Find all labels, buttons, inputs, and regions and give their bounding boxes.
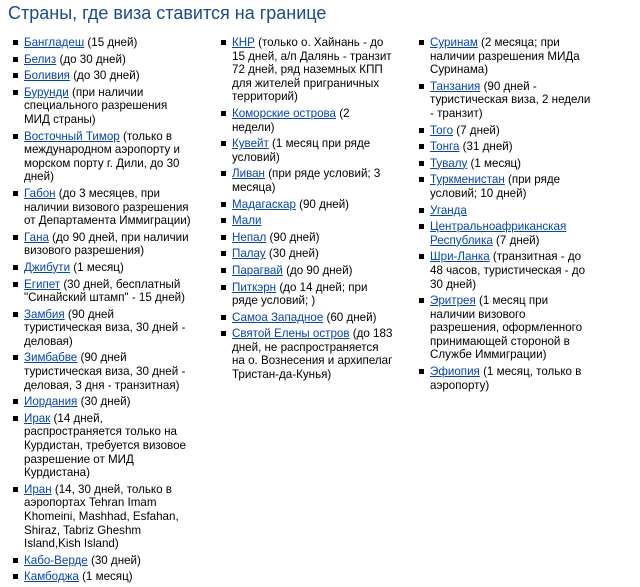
bullet-icon (419, 224, 424, 229)
country-link[interactable]: Бангладеш (24, 36, 85, 49)
visa-note: (только в международном аэропорту и морском порту г. Дили, до 30 дней) (24, 129, 181, 184)
visa-note: (30 дней) (87, 553, 141, 567)
country-link[interactable]: Камбоджа (24, 570, 79, 584)
list-item (416, 80, 596, 121)
country-link[interactable]: Эфиопия (430, 365, 480, 379)
bullet-icon (419, 298, 424, 303)
bullet-icon (221, 235, 226, 240)
bullet-icon (419, 254, 424, 259)
visa-note: (1 месяц) (467, 156, 522, 170)
visa-note: (30 дней) (265, 247, 319, 261)
list-item (218, 214, 393, 228)
bullet-icon (13, 57, 18, 62)
list-item (416, 173, 596, 200)
list-item (10, 412, 195, 480)
list-item (10, 130, 195, 184)
visa-note: (до 14 дней; при ряде условий; ) (232, 280, 368, 308)
country-link[interactable]: Тонга (430, 140, 460, 154)
visa-note: (до 3 месяцев, при наличии визового разрешения от Департамента Иммиграции) (24, 186, 191, 228)
bullet-icon (13, 90, 18, 95)
country-link[interactable]: Кувейт (232, 137, 269, 151)
bullet-icon (419, 40, 424, 45)
country-link[interactable]: Кабо-Верде (24, 553, 88, 567)
list-item (218, 198, 393, 212)
bullet-icon (221, 171, 226, 176)
list-item (416, 365, 596, 392)
list-item (10, 570, 195, 584)
bullet-icon (13, 73, 18, 78)
list-item (10, 261, 195, 275)
visa-note: (14, 30 дней, только в аэропортах Tehran Imam Khomeini, Mashhad, Esfahan, Shiraz, Tabriz Gheshm Island,Kish Island) (24, 482, 179, 551)
list-item (10, 53, 195, 67)
country-link[interactable]: Тувалу (430, 156, 468, 170)
bullet-icon (419, 208, 424, 213)
country-link[interactable]: Белиз (24, 52, 57, 66)
country-link[interactable]: Боливия (24, 69, 70, 83)
list-item (218, 247, 393, 261)
country-link[interactable]: Гана (24, 230, 49, 244)
visa-note: (30 дней) (77, 395, 131, 409)
country-link[interactable]: Эритрея (430, 294, 476, 308)
bullet-icon (419, 128, 424, 133)
list-item (416, 250, 596, 291)
list-item (10, 554, 195, 568)
country-link[interactable]: КНР (232, 36, 255, 49)
list-item (416, 140, 596, 154)
visa-note: (1 месяц) (78, 570, 133, 584)
country-list-column-3 (416, 36, 596, 395)
visa-note: (1 месяц при наличии визового разрешения, оформленного принимающей стороной в Службе Иммиграции) (430, 294, 583, 362)
country-link[interactable]: Мадагаскар (232, 197, 296, 211)
country-link[interactable]: Святой Елены остров (232, 327, 350, 341)
bullet-icon (419, 161, 424, 166)
visa-note: (до 90 дней, при наличии визового разрешения) (24, 230, 189, 258)
bullet-icon (221, 251, 226, 256)
country-link[interactable]: Бурунди (24, 85, 69, 99)
list-item (218, 231, 393, 245)
bullet-icon (13, 487, 18, 492)
visa-note: (7 дней) (453, 123, 500, 137)
bullet-icon (13, 312, 18, 317)
bullet-icon (13, 416, 18, 421)
country-link[interactable]: Центральноафриканская Республика (430, 220, 567, 247)
country-link[interactable]: Восточный Тимор (24, 129, 120, 143)
country-link[interactable]: Непал (232, 230, 267, 244)
list-item (416, 294, 596, 362)
list-item (218, 107, 393, 134)
bullet-icon (221, 111, 226, 116)
page-title: Страны, где виза ставится на границе (8, 3, 327, 23)
list-item (218, 36, 393, 104)
list-item (10, 231, 195, 258)
country-link[interactable]: Джибути (24, 260, 71, 274)
bullet-icon (13, 574, 18, 579)
list-item (10, 69, 195, 83)
country-link[interactable]: Того (430, 123, 454, 137)
country-link[interactable]: Зимбабве (24, 351, 78, 365)
visa-note: (транзитная - до 48 часов, туристическая - до 30 дней) (430, 250, 586, 291)
visa-note: (31 дней) (459, 140, 513, 154)
country-link[interactable]: Суринам (430, 36, 478, 49)
visa-note: (1 месяц при ряде условий) (232, 137, 371, 164)
country-link[interactable]: Самоа Западное (232, 310, 324, 324)
visa-note: (2 недели) (232, 106, 350, 134)
country-link[interactable]: Шри-Ланка (430, 250, 490, 264)
list-item (416, 204, 596, 218)
bullet-icon (13, 191, 18, 196)
visa-note: (при ряде условий; 3 месяца) (232, 167, 381, 194)
visa-note: (90 дней туристическая виза, 30 дней - деловая) (24, 307, 186, 348)
visa-note: (90 дней) (295, 197, 350, 211)
bullet-icon (13, 40, 18, 45)
country-link[interactable]: Мали (232, 214, 262, 228)
country-link[interactable]: Уганда (430, 203, 467, 217)
bullet-icon (419, 84, 424, 89)
list-item (10, 278, 195, 305)
visa-note: (до 183 дней, не распространяется на о. Вознесения и архипелаг Тристан-да-Кунья) (232, 327, 393, 382)
bullet-icon (13, 265, 18, 270)
bullet-icon (13, 282, 18, 287)
visa-note: (30 дней, бесплатный "Синайский штамп" - 15 дней) (24, 277, 185, 305)
bullet-icon (13, 558, 18, 563)
list-item (218, 264, 393, 278)
visa-note: (90 дней - туристическая виза, 2 недели - транзит) (430, 79, 591, 120)
country-link[interactable]: Египет (24, 277, 61, 291)
country-link[interactable]: Замбия (24, 307, 65, 321)
list-item (10, 483, 195, 551)
bullet-icon (221, 285, 226, 290)
list-item (10, 395, 195, 409)
bullet-icon (419, 144, 424, 149)
country-link[interactable]: Иран (24, 482, 52, 496)
list-item (10, 86, 195, 127)
country-link[interactable]: Питкэрн (232, 280, 277, 294)
bullet-icon (13, 235, 18, 240)
list-item (218, 281, 393, 308)
visa-note: (до 30 дней) (56, 52, 126, 66)
country-list-column-1 (10, 36, 195, 587)
list-item (218, 137, 393, 164)
country-link[interactable]: Коморские острова (232, 106, 337, 120)
bullet-icon (221, 268, 226, 273)
bullet-icon (221, 218, 226, 223)
bullet-icon (419, 369, 424, 374)
country-link[interactable]: Туркменистан (430, 173, 505, 187)
country-list-column-2 (218, 36, 393, 385)
visa-note: (до 30 дней) (69, 69, 140, 83)
country-link[interactable]: Габон (24, 186, 56, 200)
list-item (218, 311, 393, 325)
visa-note: (1 месяц, только в аэропорту) (430, 365, 582, 392)
list-item (218, 167, 393, 194)
country-link[interactable]: Танзания (430, 79, 481, 93)
bullet-icon (221, 331, 226, 336)
list-item (416, 157, 596, 171)
bullet-icon (419, 177, 424, 182)
visa-note: (90 дней) (266, 230, 320, 244)
bullet-icon (13, 355, 18, 360)
visa-note: (при наличии специального разрешения МИД страны) (24, 85, 168, 126)
list-item (416, 124, 596, 138)
visa-note: (при ряде условий; 10 дней) (430, 173, 561, 200)
visa-note: (90 дней туристическая виза, 30 дней - деловая, 3 дня - транзитная) (24, 351, 186, 392)
list-item (10, 187, 195, 228)
visa-note: (60 дней) (323, 310, 377, 324)
list-item (416, 220, 596, 247)
bullet-icon (221, 141, 226, 146)
list-item (10, 351, 195, 392)
country-link[interactable]: Палау (232, 247, 266, 261)
visa-note: (1 месяц) (70, 260, 124, 274)
bullet-icon (221, 40, 226, 45)
visa-note: (до 90 дней) (282, 263, 353, 277)
visa-note: (14 дней, распространяется только на Курдистан, требуется визовое разрешение от МИД Курдистана) (24, 411, 186, 480)
visa-note: (15 дней) (84, 36, 138, 49)
visa-note: (2 месяца; при наличии разрешения МИДа Суринама) (430, 36, 580, 77)
visa-note: (только о. Хайнань - до 15 дней, а/п Далянь - транзит 72 дней, ряд наземных КПП для жителей приграничных территорий) (232, 36, 392, 104)
list-item (218, 327, 393, 381)
country-link[interactable]: Парагвай (232, 263, 283, 277)
list-item (416, 36, 596, 77)
bullet-icon (13, 134, 18, 139)
visa-note: (7 дней) (492, 233, 540, 247)
list-item (10, 308, 195, 349)
bullet-icon (13, 399, 18, 404)
country-link[interactable]: Ливан (232, 167, 265, 181)
country-link[interactable]: Иордания (24, 395, 78, 409)
country-link[interactable]: Ирак (24, 411, 51, 425)
bullet-icon (221, 315, 226, 320)
bullet-icon (221, 202, 226, 207)
list-item (10, 36, 195, 50)
